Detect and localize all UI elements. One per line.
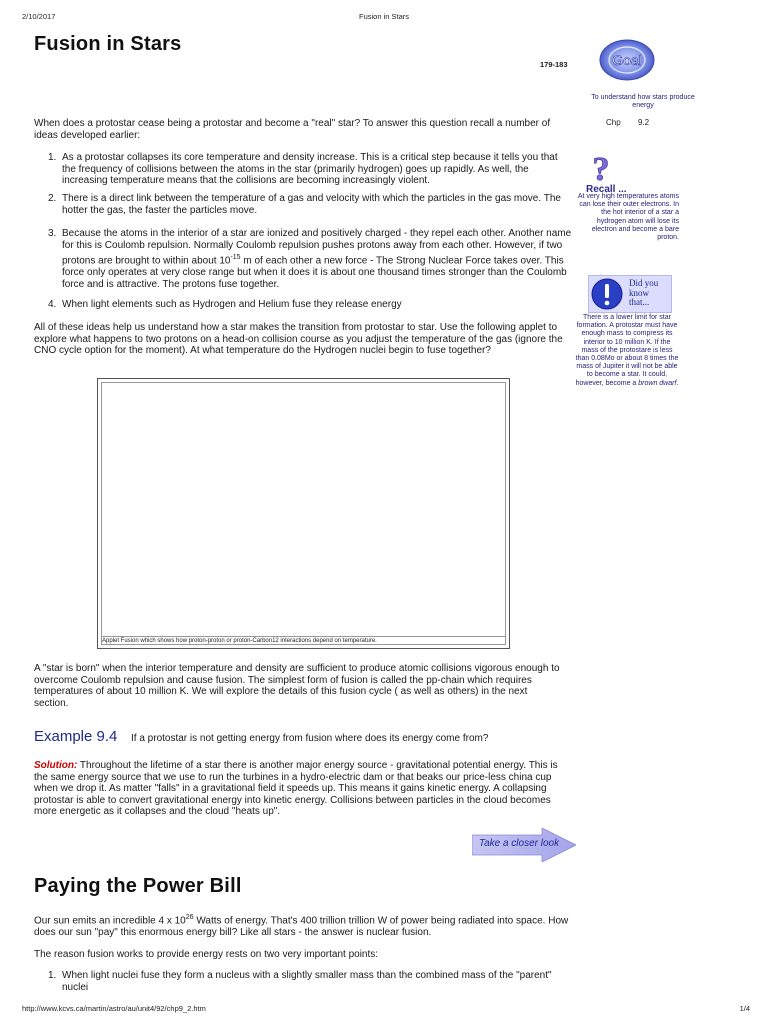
did-you-know-panel bbox=[588, 275, 672, 313]
exponent: 26 bbox=[185, 914, 194, 921]
page-reference: 179-183 bbox=[540, 60, 568, 69]
goal-label: Goal bbox=[612, 52, 642, 68]
question-mark-icon bbox=[587, 151, 615, 183]
goal-icon bbox=[598, 38, 656, 82]
section-title: Paying the Power Bill bbox=[34, 875, 242, 897]
print-url[interactable]: http://www.kcvs.ca/martin/astro/au/unit4/92/chp9_2.htm bbox=[22, 1004, 206, 1013]
list-item: When light elements such as Hydrogen and Helium fuse they release energy bbox=[62, 299, 402, 310]
did-you-know-text bbox=[575, 314, 679, 388]
did-you-know-text-part: . bbox=[676, 379, 679, 387]
print-date: 2/10/2017 bbox=[22, 12, 56, 21]
list-item: As a protostar collapses its core temperature and density increase. This is a critical step because it tells you that the frequency of collisions between the atoms in the star (primarily hydrogen) goes up rapidly. As well, the increasing temperature means that the collisions are becoming increasingly violent. bbox=[62, 152, 558, 186]
chapter-number: 9.2 bbox=[638, 118, 650, 127]
exclamation-icon bbox=[591, 278, 623, 310]
svg-text:?: ? bbox=[592, 151, 610, 183]
list-number: 1. bbox=[48, 152, 57, 163]
exponent: -15 bbox=[230, 253, 241, 261]
chapter-label: Chp bbox=[606, 118, 621, 127]
reason-paragraph: The reason fusion works to provide energy rests on two very important points: bbox=[34, 949, 379, 960]
applet-caption: Applet Fusion which shows how proton-proton or proton-Carbon12 interactions depend on temperature. bbox=[102, 636, 505, 645]
solution-text: Throughout the lifetime of a star there is another major energy source - gravitational potential energy. This is the same energy source that we use to run the turbines in a hydro-electric dam or that beaks our price-less china cup when we drop it. As matter "falls" in a gravitational field it speeds up. This means it gains kinetic energy. A collapsing protostar is able to convert gravitational energy into kinetic energy. Collisions between particles in the cloud becomes more energetic as it collapses and the cloud "heats up". bbox=[34, 760, 558, 817]
list-item bbox=[62, 228, 576, 290]
sun-text: Watts of energy. That's 400 trillion trillion W of power being radiated into space. How does our sun "pay" this enormous energy bill? Like all stars - the answer is nuclear fusion. bbox=[34, 915, 569, 939]
list-item: When light nuclei fuse they form a nucleus with a slightly smaller mass than the combined mass of the "parent" nuclei bbox=[62, 970, 552, 993]
list-number: 2. bbox=[48, 193, 57, 204]
solution-label: Solution: bbox=[34, 760, 78, 771]
applet-intro-paragraph: All of these ideas help us understand how a star makes the transition from protostar to star. Use the following applet to explore what happens to two protons on a head-on collision course as you adjust the temperature of the gas (ignore the CNO cycle option for the moment). At what temperature do the Hydrogen nuclei begin to fuse together? bbox=[34, 322, 563, 356]
did-you-know-text-part: There is a lower limit for star formation. A protostar must have enough mass to compress its interior to 10 million K. If the mass of the protostare is less than 0.08Mo or about 8 times the mass of Jupiter it will not be able to become a star. It could, however, become a bbox=[575, 314, 679, 387]
list-number: 3. bbox=[48, 228, 57, 239]
sun-paragraph bbox=[34, 912, 570, 939]
list-item: There is a direct link between the temperature of a gas and velocity with which the particles in the gas move. The hotter the gas, the faster the particles move. bbox=[62, 193, 561, 216]
example-heading: Example 9.4 bbox=[34, 728, 118, 745]
intro-paragraph: When does a protostar cease being a protostar and become a "real" star? To answer this question recall a number of ideas developed earlier: bbox=[34, 118, 551, 141]
fusion-applet-frame[interactable] bbox=[97, 378, 510, 649]
example-question: If a protostar is not getting energy from fusion where does its energy come from? bbox=[131, 733, 489, 744]
star-born-paragraph: A "star is born" when the interior temperature and density are sufficient to produce atomic collisions vigorous enough to overcome Coulomb repulsion and cause fusion. The simplest form of fusion is called the pp-chain which requires temperatures of about 10 million K. We will explore the details of this fusion cycle ( as well as others) in the next section. bbox=[34, 663, 560, 709]
print-title: Fusion in Stars bbox=[358, 12, 410, 21]
list-number: 1. bbox=[48, 970, 57, 981]
sun-text: Our sun emits an incredible 4 x 10 bbox=[34, 915, 186, 927]
brown-dwarf-term: brown dwarf bbox=[638, 379, 677, 387]
page-number: 1/4 bbox=[739, 1004, 750, 1013]
page-title: Fusion in Stars bbox=[34, 33, 182, 55]
list-item-text: Because the atoms in the interior of a star are ionized and positively charged - they repel each other. Another name for this is Coulomb repulsion. Normally Coulomb repulsion pushes protons away from each other. However, if two protons are brought to within about 10 bbox=[62, 228, 572, 266]
did-you-know-label: Did you know that... bbox=[629, 278, 659, 307]
goal-text: To understand how stars produce energy bbox=[591, 94, 695, 110]
list-item-text: m of each other a new force - The Strong Nuclear Force takes over. This force only operates at very close range but when it does it is about one thousand times stronger than the Coulomb force and is attractive. The protons fuse together. bbox=[62, 254, 567, 290]
applet-canvas[interactable] bbox=[101, 382, 506, 645]
list-number: 4. bbox=[48, 299, 57, 310]
recall-text: At very high temperatures atoms can lose their outer electrons. In the hot interior of a star a hydrogen atom will lose its electron and become a bare proton. bbox=[577, 193, 679, 242]
take-closer-look-label[interactable]: Take a closer look bbox=[478, 838, 560, 849]
recall-label: Recall ... bbox=[586, 184, 627, 195]
solution-paragraph bbox=[34, 760, 574, 818]
